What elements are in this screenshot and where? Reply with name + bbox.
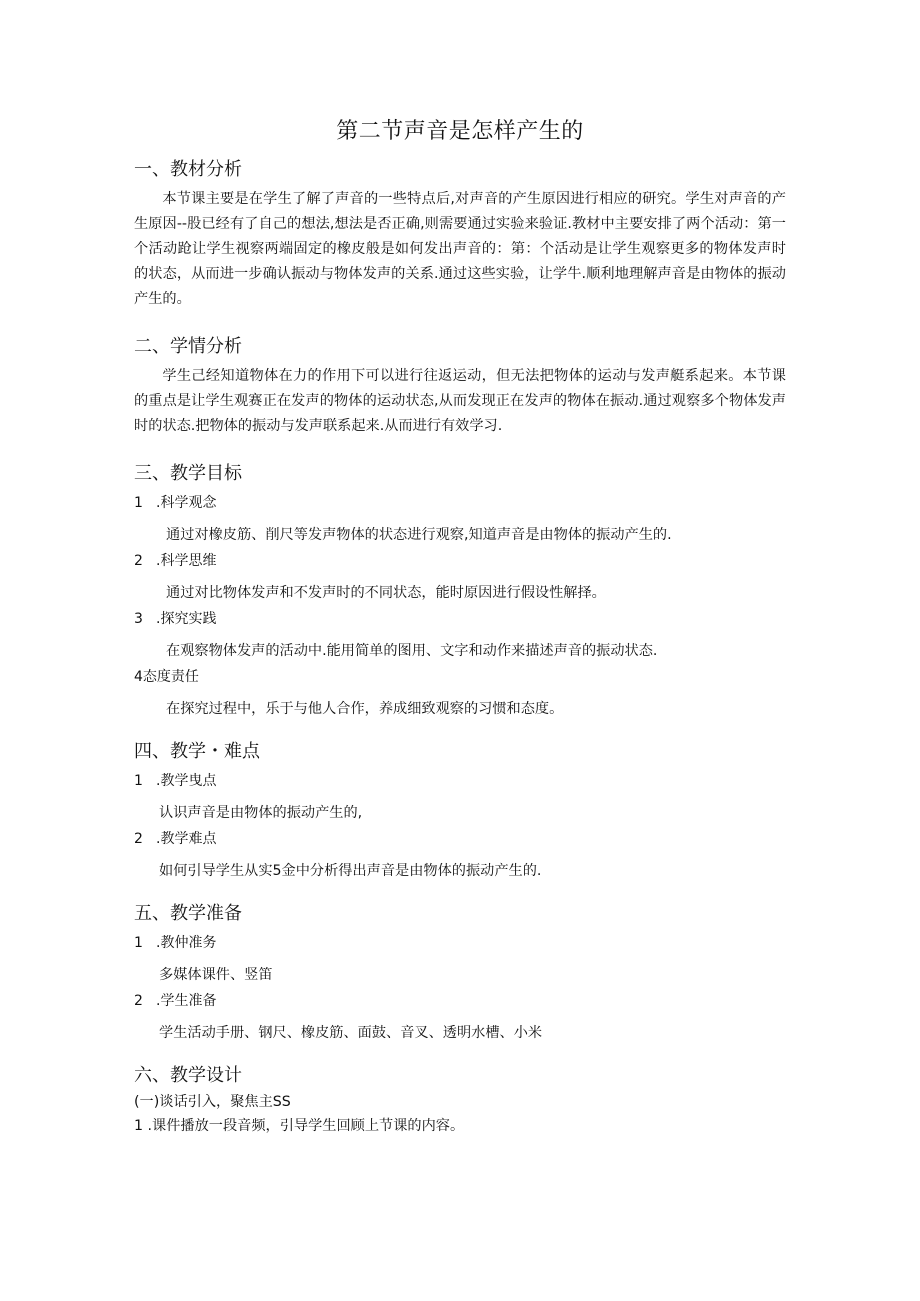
- list-item-body: 通过对橡皮筋、削尺等发声物体的状态进行观察,知道声音是由物体的振动产生的.: [166, 527, 672, 543]
- section-teaching-design: [134, 1063, 786, 1137]
- list-item-heading: 1 .教学曳点: [134, 773, 217, 789]
- list-item: 1 .课件播放一段音频，引导学生回顾上节课的内容。: [134, 1118, 465, 1134]
- list-item-body: 认识声音是由物体的振动产生的,: [159, 805, 363, 821]
- section-paragraph: 学生己经知道物体在力的作用下可以进行往返运动，但无法把物体的运动与发声艇系起来。本节课的重点是让学生观赛正在发声的物体的运动状态,从而发现正在发声的物体在振动.通过观察多个物体发声时的状态.把物体的振动与发声联系起来.从而进行有效学习.: [134, 368, 786, 434]
- section-heading: 四、教学・难点: [134, 741, 260, 762]
- list-item-body: 学生活动手册、钢尺、橡皮筋、面鼓、音叉、透明水槽、小米: [159, 1025, 543, 1041]
- page-title: 第二节声音是怎样产生的: [336, 119, 584, 144]
- section-student-analysis: [134, 334, 786, 439]
- list-item-body: 如何引导学生从实5金中分析得出声音是由物体的振动产生的.: [159, 863, 542, 879]
- list-item-heading: 1 .科学观念: [134, 495, 217, 511]
- section-heading: 六、教学设计: [134, 1065, 242, 1086]
- section-heading: 一、教材分析: [134, 159, 242, 180]
- list-item-body: 在探究过程中，乐于与他人合作，养成细致观察的习惯和态度。: [166, 701, 564, 717]
- section-teaching-goals: [134, 461, 786, 719]
- section-heading: 三、教学目标: [134, 463, 242, 484]
- section-paragraph: 本节课主要是在学生了解了声音的一些特点后,对声音的产生原因进行相应的研究。学生对声音的产生原因--股已经有了自己的想法,想法是否正确,则需要通过实验来验证.教材中主要安排了两个活动：第一个活动跄让学生视察两端固定的橡皮般是如何发出声音的：第：个活动是让学生观察更多的物体发声时的状态，从而进一步确认振动与物体发声的关系.通过这些实验，让学牛.顺利地理解声音是由物体的振动产生的。: [134, 191, 786, 307]
- list-item-body: 通过对比物体发声和不发声时的不同状态，能时原因进行假设性解择。: [166, 585, 606, 601]
- section-heading: 二、学情分析: [134, 336, 242, 357]
- list-item-heading: 4态度责任: [134, 669, 199, 685]
- section-teaching-preparation: [134, 901, 786, 1043]
- list-item-heading: 3 .探究实践: [134, 611, 217, 627]
- list-item-body: 多媒体课件、竖笛: [159, 967, 273, 983]
- section-heading: 五、教学准备: [134, 903, 242, 924]
- list-item-heading: 1 .教仲准务: [134, 935, 217, 951]
- list-item-body: 在观察物体发声的活动中.能用简单的图用、文字和动作来描述声音的振动状态.: [166, 643, 658, 659]
- subsection-heading: (一)谈话引入，聚焦主SS: [134, 1094, 291, 1110]
- list-item-heading: 2 .科学思维: [134, 553, 217, 569]
- list-item-heading: 2 .教学难点: [134, 831, 217, 847]
- section-key-difficult-points: [134, 739, 786, 881]
- list-item-heading: 2 .学生准备: [134, 993, 217, 1009]
- section-textbook-analysis: [134, 157, 786, 312]
